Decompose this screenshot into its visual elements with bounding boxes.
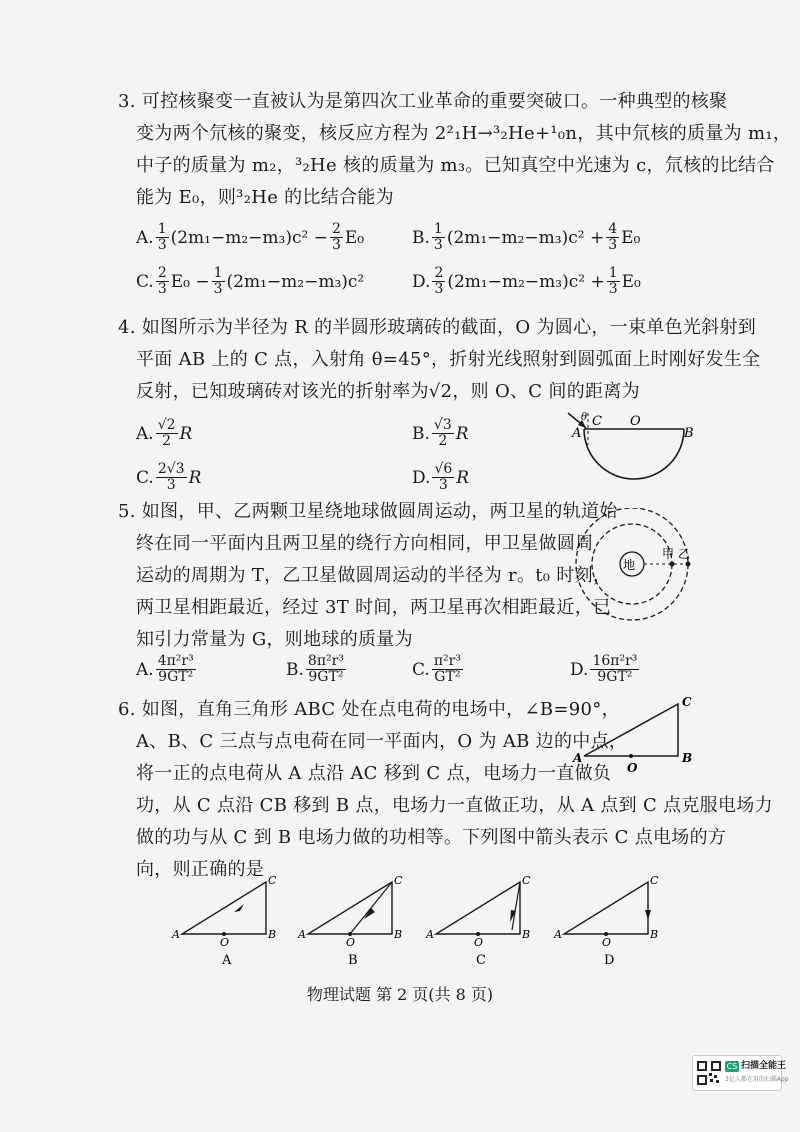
label-o: O [627,761,638,775]
q5-line-1: 5. 如图，甲、乙两颗卫星绕地球做圆周运动，两卫星的轨道始 [118,501,618,522]
q4-line-2: 平面 AB 上的 C 点，入射角 θ=45°，折射光线照射到圆弧面上时刚好发生全 [136,349,761,370]
fraction [156,654,196,685]
scanner-watermark [692,1055,789,1091]
cs-logo-icon: CS [726,1062,738,1071]
arc-surface [584,429,684,479]
option-expression: (2m₁−m₂−m₃)c² + [446,227,605,248]
fraction-numerator: 1 [433,221,443,237]
label-c: C [650,874,659,887]
triangle-abc [564,882,648,934]
fraction [432,418,454,449]
triangle-abc [308,882,392,934]
fraction-numerator: π²r³ [433,653,461,669]
option-label: C. [136,271,154,292]
fraction [306,654,346,685]
option-label: D. [412,271,431,292]
label-c: C [522,874,531,887]
q5-line-2: 终在同一平面内且两卫星的绕行方向相同，甲卫星做圆周 [136,533,594,554]
fraction-denominator: 3 [213,281,223,297]
fraction [432,462,454,493]
option-tail: R [188,467,202,488]
fraction-numerator: √2 [157,417,176,433]
fraction-denominator: GT² [434,669,461,685]
field-arrow [510,910,516,922]
q6-line-1: 6. 如图，直角三角形 ABC 处在点电荷的电场中，∠B=90°， [118,699,620,720]
fraction-denominator: 2 [162,433,172,449]
label-c: C [592,414,602,429]
label-o: O [630,414,641,429]
choice-b-figure[interactable] [296,874,416,966]
fraction [156,462,187,493]
qr-code-icon [697,1061,721,1085]
fraction-denominator: 9GT² [308,669,344,685]
fraction-numerator: √6 [434,461,453,477]
q3-line-4: 能为 E₀，则³₂He 的比结合能为 [136,187,394,208]
option-tail: E₀ [344,227,365,248]
label-a: A [426,928,434,941]
fraction-denominator: 9GT² [158,669,194,685]
fraction-denominator: 3 [608,237,618,253]
field-line [512,882,520,930]
choice-a-figure[interactable] [170,874,290,966]
label-earth: 地 [623,558,636,572]
q4-option-a[interactable] [136,418,192,449]
label-c: C [268,874,277,887]
fraction-denominator: 3 [166,477,176,493]
option-label: A. [136,227,154,248]
fraction-numerator: 4 [608,221,618,237]
fraction [432,222,445,253]
page-footer: 物理试题 第 2 页(共 8 页) [306,985,494,1004]
triangle-abc-figure [572,694,698,776]
label-a: A [573,751,583,765]
label-o: O [474,936,484,949]
fraction-denominator: 3 [331,237,341,253]
option-label: B. [412,423,430,444]
label-b: B [394,928,403,941]
fraction-denominator: 9GT² [597,669,633,685]
option-label: C. [136,467,154,488]
fraction-numerator: 2√3 [157,461,185,477]
fraction-numerator: √3 [433,417,452,433]
fraction [606,222,619,253]
choice-a-label: A [222,953,232,966]
label-b: B [650,928,659,941]
fraction-denominator: 2 [438,433,448,449]
q5-option-c[interactable] [412,654,465,685]
field-arrow [234,904,244,912]
option-tail: E₀ [621,271,641,292]
choice-b-label: B [348,953,358,966]
fraction-numerator: 8π²r³ [307,653,344,669]
option-expression: E₀ − [170,271,210,292]
fraction-numerator: 1 [608,265,618,281]
q4-option-b[interactable] [412,418,469,449]
fraction-numerator: 2 [331,221,341,237]
q6-line-2: A、B、C 三点与点电荷在同一平面内，O 为 AB 边的中点， [136,731,628,752]
fraction-numerator: 1 [157,221,167,237]
label-b: B [682,751,693,765]
fraction [607,266,620,297]
label-o: O [602,936,612,949]
q3-option-a[interactable] [136,222,364,253]
q4-option-d[interactable] [412,462,469,493]
q6-line-3: 将一正的点电荷从 A 点沿 AC 移到 C 点，电场力一直做负 [136,763,612,784]
stamp-brand: 扫描全能王 [741,1061,787,1071]
fraction [590,654,639,685]
q3-line-2: 变为两个氘核的聚变，核反应方程为 2²₁H→³₂He+¹₀n，其中氘核的质量为 m₁， [136,123,792,144]
option-label: C. [412,659,430,680]
fraction-numerator: 2 [434,265,444,281]
q3-option-c[interactable] [136,266,364,297]
fraction [212,266,225,297]
q3-line-3: 中子的质量为 m₂，³₂He 核的质量为 m₃。已知真空中光速为 c，氘核的比结合 [136,155,775,176]
label-b: B [522,928,531,941]
choice-d-figure[interactable] [552,874,672,966]
label-jia: 甲 [662,547,675,561]
fraction-denominator: 3 [608,281,618,297]
choice-c-figure[interactable] [424,874,544,966]
label-c: C [394,874,403,887]
triangle-abc [182,882,266,934]
triangle-abc [584,704,678,756]
semicircle-glass-figure [560,405,700,497]
option-tail: R [455,423,469,444]
fraction-numerator: 2 [157,265,167,281]
label-a: A [572,426,582,441]
label-a: A [172,928,180,941]
q3-option-b[interactable] [412,222,640,253]
label-c: C [682,695,692,709]
label-b: B [268,928,277,941]
option-label: A. [136,659,154,680]
fraction [330,222,343,253]
fraction-numerator: 4π²r³ [157,653,194,669]
choice-d-label: D [604,953,615,966]
q4-line-3: 反射，已知玻璃砖对该光的折射率为√2，则 O、C 间的距离为 [136,381,640,402]
q4-line-1: 4. 如图所示为半径为 R 的半圆形玻璃砖的截面，O 为圆心，一束单色光斜射到 [118,317,757,338]
fraction-denominator: 3 [438,477,448,493]
option-label: D. [570,659,589,680]
satellite-yi [686,562,691,567]
fraction-numerator: 1 [213,265,223,281]
q4-option-c[interactable] [136,462,201,493]
label-yi: 乙 [678,547,691,561]
fraction [432,654,463,685]
label-a: A [554,928,562,941]
q3-line-1: 3. 可控核聚变一直被认为是第四次工业革命的重要突破口。一种典型的核聚 [118,91,728,112]
point-o [629,754,633,758]
choice-c-label: C [476,953,486,966]
fraction [156,222,169,253]
triangle-abc [436,882,520,934]
fraction [156,418,178,449]
fraction-denominator: 3 [433,237,443,253]
option-label: B. [286,659,304,680]
field-arrow [645,910,651,920]
fraction [156,266,169,297]
fraction [432,266,445,297]
option-label: B. [412,227,430,248]
option-tail: R [179,423,193,444]
label-a: A [298,928,306,941]
fraction-denominator: 3 [434,281,444,297]
q5-line-5: 知引力常量为 G，则地球的质量为 [136,629,413,650]
q5-line-4: 两卫星相距最近，经过 3T 时间，两卫星再次相距最近，已 [136,597,612,618]
option-expression: (2m₁−m₂−m₃)c² − [170,227,328,248]
fraction-denominator: 3 [157,281,167,297]
stamp-subtitle: 3亿人都在用的扫描App [725,1076,789,1083]
fraction-denominator: 3 [157,237,167,253]
option-tail: E₀ [621,227,641,248]
q6-line-4: 功，从 C 点沿 CB 移到 B 点，电场力一直做正功，从 A 点到 C 点克服电场力 [136,795,773,816]
q5-option-a[interactable] [136,654,198,685]
q6-line-6: 向，则正确的是 [136,859,265,880]
satellite-orbits-figure [572,508,698,634]
q5-option-b[interactable] [286,654,348,685]
option-tail: R [456,467,470,488]
fraction-numerator: 16π²r³ [592,653,638,669]
label-o: O [220,936,230,949]
option-label: A. [136,423,154,444]
satellite-jia [670,562,675,567]
q5-option-d[interactable] [570,654,641,685]
label-b: B [684,426,694,441]
label-theta: θ [581,412,588,423]
q6-line-5: 做的功与从 C 到 B 电场力做的功相等。下列图中箭头表示 C 点电场的方 [136,827,727,848]
option-label: D. [412,467,431,488]
q5-line-3: 运动的周期为 T，乙卫星做圆周运动的半径为 r。t₀ 时刻， [136,565,612,586]
option-tail: (2m₁−m₂−m₃)c² [226,271,365,292]
label-o: O [346,936,356,949]
q3-option-d[interactable] [412,266,641,297]
option-expression: (2m₁−m₂−m₃)c² + [447,271,605,292]
